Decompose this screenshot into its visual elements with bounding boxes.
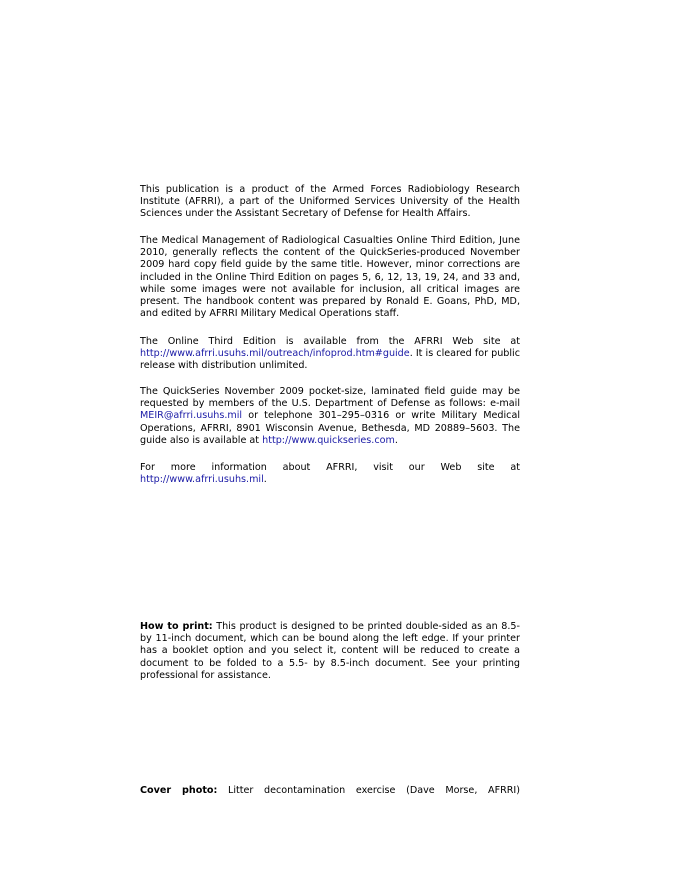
availability-text-end: . It is cleared for public release with distribution unlimited. bbox=[140, 348, 520, 372]
afrri-guide-link[interactable]: http://www.afrri.usuhs.mil/outreach/infoprod.htm#guide bbox=[140, 348, 410, 360]
edition-paragraph: The Medical Management of Radiological Casualties Online Third Edition, June 2010, generally reflects the content of the QuickSeries-produced November 2009 hard copy field guide by the same title. However, minor corrections are included in the Online Third Edition on pages 5, 6, 12, 13, 19, 24, and 33 and, while some images were not available for inclusion, all critical images are present. The handbook content was prepared by Ronald E. Goans, PhD, MD, and edited by AFRRI Military Medical Operations staff. bbox=[140, 235, 520, 320]
more-info-paragraph bbox=[140, 462, 520, 486]
afrri-home-link[interactable]: http://www.afrri.usuhs.mil bbox=[140, 474, 264, 486]
request-text: The QuickSeries November 2009 pocket-size, laminated field guide may be requested by members of the U.S. Department of Defense as follows: e-mail bbox=[140, 386, 520, 410]
more-info-text-end: . bbox=[263, 474, 267, 486]
intro-paragraph: This publication is a product of the Armed Forces Radiobiology Research Institute (AFRRI), a part of the Uniformed Services University of the Health Sciences under the Assistant Secretary of Defense for Health Affairs. bbox=[140, 184, 520, 220]
how-to-print-paragraph bbox=[140, 621, 520, 682]
request-text-middle: or telephone 301–295–0316 or write Military Medical Operations, AFRRI, 8901 Wisconsin Avenue, Bethesda, MD 20889–5603. The guide also is available at bbox=[140, 410, 520, 446]
request-text-end: . bbox=[394, 434, 398, 446]
how-to-print-text: This product is designed to be printed double-sided as an 8.5- by 11-inch document, which can be bound along the left edge. If your printer has a booklet option and you select it, content will be reduced to create a document to be folded to a 5.5- by 8.5-inch document. See your printing professional for assistance. bbox=[140, 621, 521, 681]
cover-photo-paragraph bbox=[140, 785, 520, 797]
more-info-text: For more information about AFRRI, visit our Web site at bbox=[140, 462, 520, 473]
availability-text: The Online Third Edition is available from the AFRRI Web site at bbox=[140, 336, 520, 347]
how-to-print-heading: How to print: bbox=[140, 621, 213, 632]
quickseries-link[interactable]: http://www.quickseries.com bbox=[262, 434, 395, 446]
cover-photo-text: Litter decontamination exercise (Dave Morse, AFRRI) bbox=[217, 785, 520, 796]
cover-photo-heading: Cover photo: bbox=[140, 785, 218, 796]
request-paragraph bbox=[140, 386, 520, 447]
availability-paragraph bbox=[140, 336, 520, 373]
meir-email-link[interactable]: MEIR@afrri.usuhs.mil bbox=[140, 410, 243, 422]
